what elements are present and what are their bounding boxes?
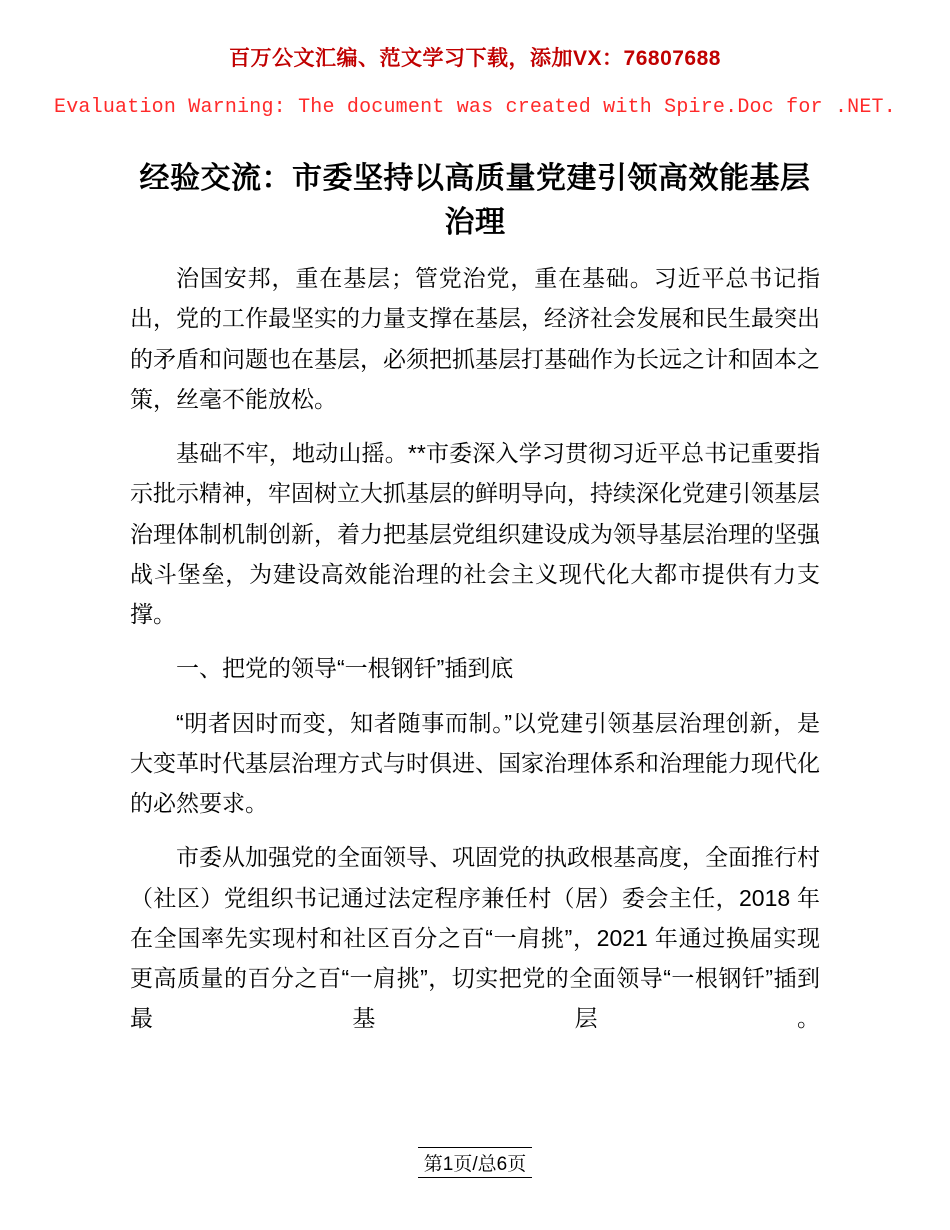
promo-banner: 百万公文汇编、范文学习下载，添加VX：76807688 xyxy=(229,47,721,70)
paragraph: “明者因时而变，知者随事而制。”以党建引领基层治理创新，是大变革时代基层治理方式与时俱进、国家治理体系和治理能力现代化的必然要求。 xyxy=(130,709,820,816)
paragraph: 治国安邦，重在基层；管党治党，重在基础。习近平总书记指出，党的工作最坚实的力量支撑在基层，经济社会发展和民生最突出的矛盾和问题也在基层，必须把抓基层打基础作为长远之计和固本之策，丝毫不能放松。 xyxy=(130,265,820,412)
page-footer xyxy=(0,1147,950,1178)
page-number: 第1页/总6页 xyxy=(418,1147,532,1178)
page-title: 经验交流：市委坚持以高质量党建引领高效能基层治理 xyxy=(139,162,811,239)
paragraph: 市委从加强党的全面领导、巩固党的执政根基高度，全面推行村（社区）党组织书记通过法定程序兼任村（居）委会主任，2018 年在全国率先实现村和社区百分之百“一肩挑”，2021 年通过换届实现更高质量的百分之百“一肩挑”，切实把党的全面领导“一根钢钎”插到最基层。 xyxy=(130,844,820,1032)
paragraph: 基础不牢，地动山摇。**市委深入学习贯彻习近平总书记重要指示批示精神，牢固树立大抓基层的鲜明导向，持续深化党建引领基层治理体制机制创新，着力把基层党组织建设成为领导基层治理的坚强战斗堡垒，为建设高效能治理的社会主义现代化大都市提供有力支撑。 xyxy=(130,440,820,627)
evaluation-warning: Evaluation Warning: The document was created with Spire.Doc for .NET. xyxy=(54,96,896,119)
section-heading: 一、把党的领导“一根钢钎”插到底 xyxy=(176,655,514,682)
document-body xyxy=(130,119,820,1039)
